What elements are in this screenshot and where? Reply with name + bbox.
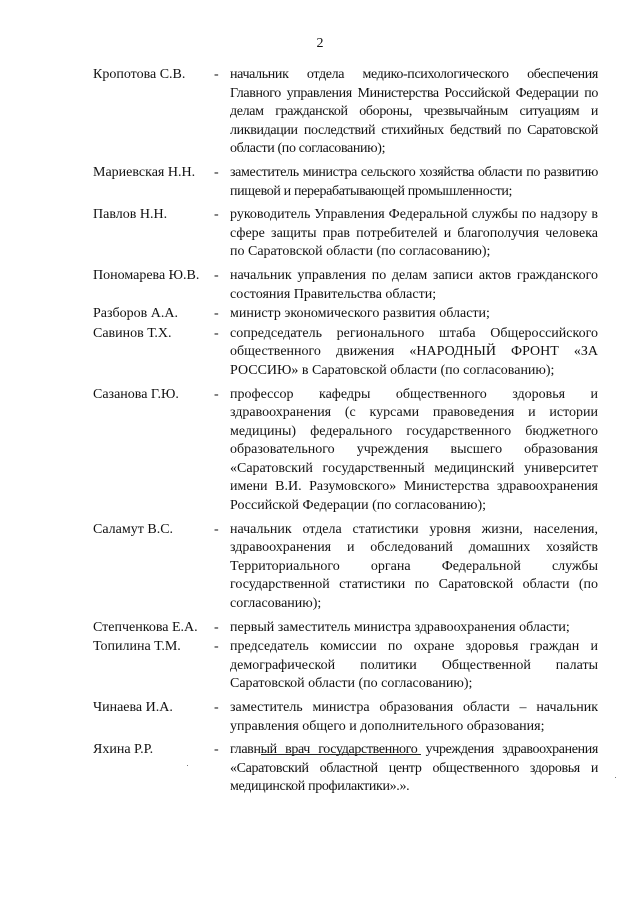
list-item [93, 267, 598, 304]
member-position: руководитель Управления Федеральной службы по надзору в сфере защиты прав потребителей и благополучия человека по Саратовской области (по согласованию); [230, 207, 598, 260]
member-position: председатель комиссии по охране здоровья граждан и демографической политики Общественной палаты Саратовской области (по согласованию); [230, 639, 598, 692]
member-name: Яхина Р.Р. [93, 742, 154, 758]
list-item [93, 741, 598, 797]
separator-dash: - [214, 67, 219, 82]
list-item [93, 619, 598, 638]
member-position: профессор кафедры общественного здоровья и здравоохранения (с курсами правоведения и истории медицины) федерального государственного бюджетного образовательного учреждения высшего образования «Саратовский государственный медицинский университет имени В.И. Разумовского» Министерства здравоохранения Российской Федерации (по согласованию); [230, 386, 598, 514]
member-position: заместитель министра образования области – начальник управления общего и дополнительного образования; [230, 700, 598, 734]
member-name: Пономарева Ю.В. [93, 267, 200, 283]
member-position: первый заместитель министра здравоохранения области; [230, 619, 570, 635]
list-item [93, 699, 598, 736]
scan-speck [615, 777, 616, 778]
list-item [93, 521, 598, 614]
separator-dash: - [214, 742, 219, 758]
member-name: Павлов Н.Н. [93, 207, 168, 223]
member-name: Сазанова Г.Ю. [93, 386, 179, 402]
separator-dash: - [214, 386, 219, 402]
list-item [93, 638, 598, 694]
separator-dash: - [214, 700, 219, 715]
scan-speck [187, 765, 188, 766]
member-name: Саламут В.С. [93, 521, 174, 537]
page-number: 2 [316, 36, 324, 51]
member-name: Савинов Т.Х. [93, 325, 172, 341]
separator-dash: - [214, 639, 219, 655]
list-item [93, 164, 598, 201]
list-item [93, 386, 598, 516]
list-item [93, 305, 598, 324]
separator-dash: - [214, 619, 219, 635]
list-item [93, 66, 598, 159]
separator-dash: - [214, 325, 219, 341]
member-name: Топилина Т.М. [93, 639, 181, 655]
member-position: главный врач государственного учреждения здравоохранения «Саратовский областной центр общественного здоровья и медицинской профилактики».». [230, 742, 598, 795]
list-item [93, 325, 598, 381]
member-name: Мариевская Н.Н. [93, 164, 196, 180]
member-name: Степченкова Е.А. [93, 619, 198, 635]
member-list [93, 66, 598, 802]
member-position: сопредседатель регионального штаба Общероссийского общественного движения «НАРОДНЫЙ ФРОНТ «ЗА РОССИЮ» в Саратовской области (по согласованию); [230, 325, 598, 378]
separator-dash: - [214, 267, 219, 283]
member-position: министр экономического развития области; [230, 306, 490, 322]
list-item [93, 206, 598, 262]
separator-dash: - [214, 207, 219, 223]
separator-dash: - [214, 306, 219, 322]
member-name: Чинаева И.А. [93, 700, 173, 715]
closing-line [261, 754, 421, 755]
member-name: Разборов А.А. [93, 306, 178, 322]
separator-dash: - [214, 521, 219, 537]
separator-dash: - [214, 164, 219, 180]
member-position: начальник отдела статистики уровня жизни, населения, здравоохранения и обследований домашних хозяйств Территориального органа Федеральной службы государственной статистики по Саратовской области (по согласованию); [230, 521, 598, 612]
member-position: начальник управления по делам записи актов гражданского состояния Правительства области; [230, 267, 598, 302]
member-position: заместитель министра сельского хозяйства области по развитию пищевой и перерабатывающей промышленности; [230, 164, 598, 199]
member-name: Кропотова С.В. [93, 67, 186, 82]
member-position: начальник отдела медико-психологического обеспечения Главного управления Министерства Российской Федерации по делам гражданской обороны, чрезвычайным ситуациям и ликвидации последствий стихийных бедствий по Саратовской области (по согласованию); [230, 67, 598, 157]
